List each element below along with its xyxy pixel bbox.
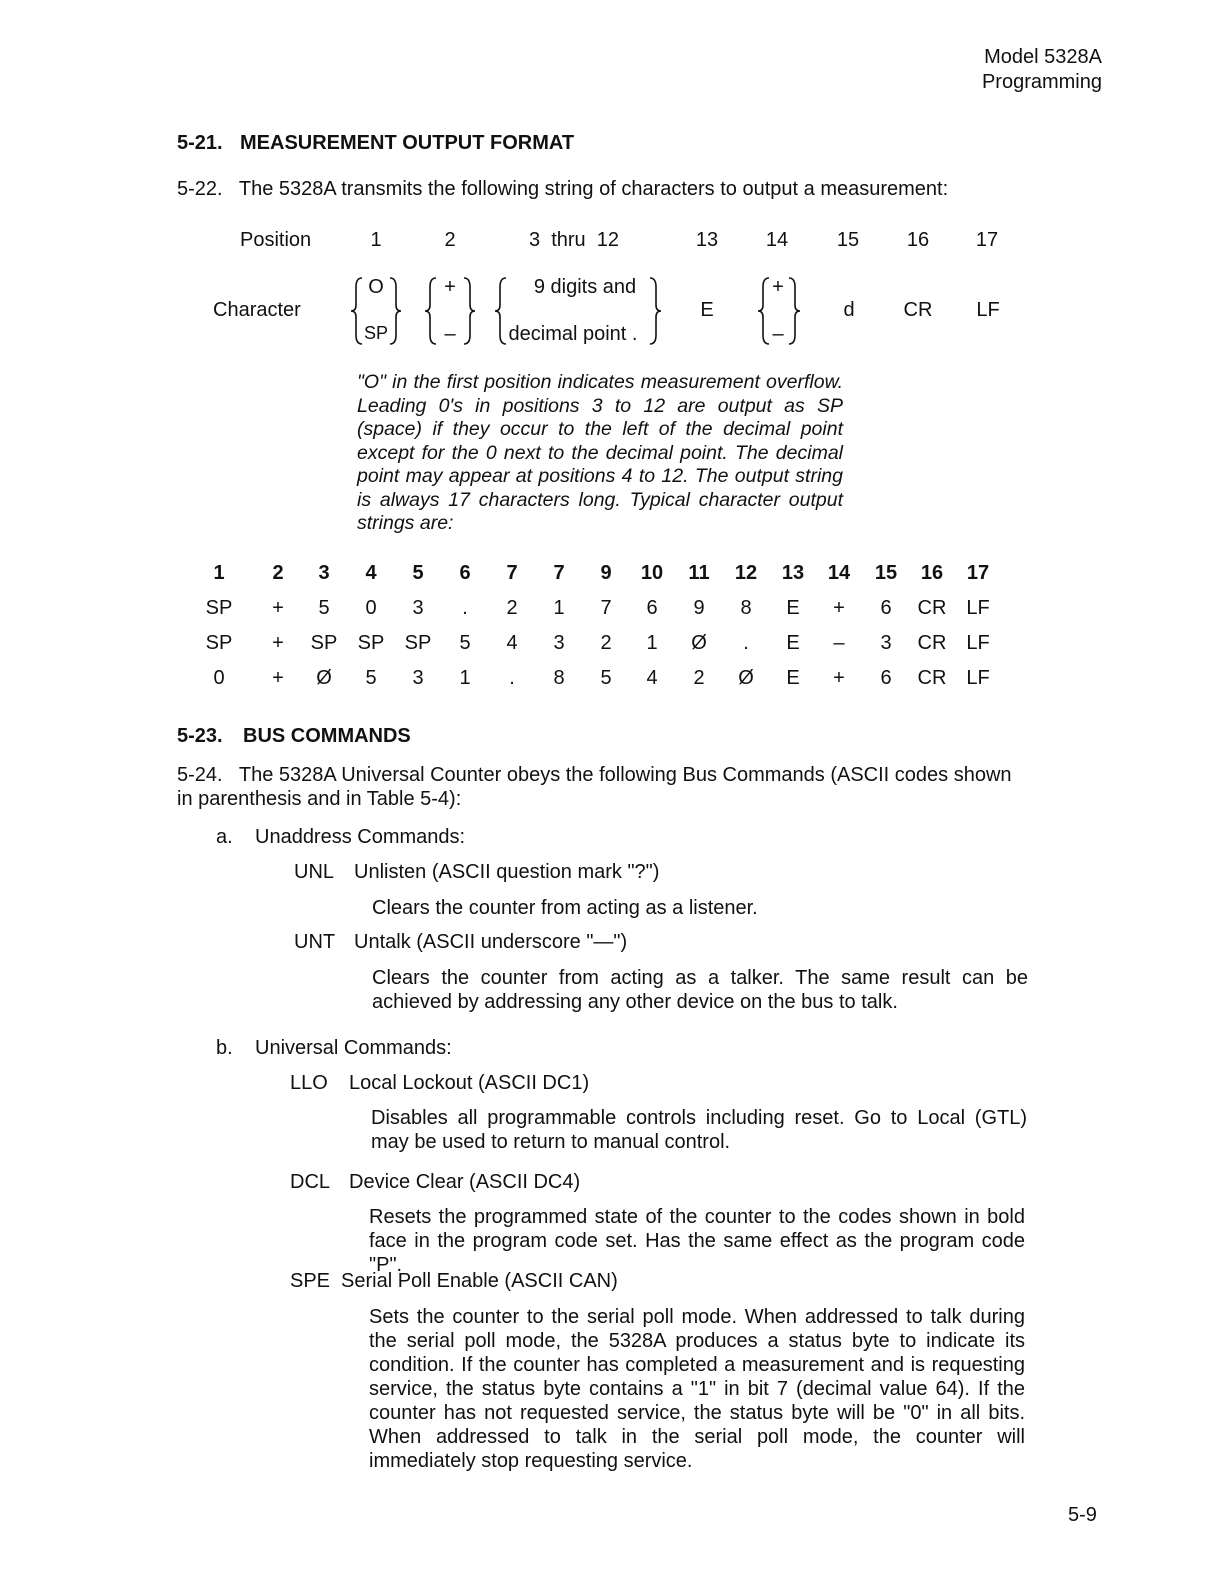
unt-name: Untalk (ASCII underscore "—") [354, 931, 628, 953]
example-table-cell: 9 [693, 597, 705, 619]
example-table-cell: . [462, 597, 468, 619]
example-table-cell: CR [917, 632, 947, 654]
example-table-cell: SP [205, 632, 233, 654]
section-5-22-text: 5-22. The 5328A transmits the following string of characters to output a measurement: [177, 178, 949, 200]
char-pos2-bottom: – [444, 323, 456, 345]
right-brace [388, 277, 402, 345]
example-table-cell: 3 [412, 667, 424, 689]
example-header-cell: 7 [553, 562, 565, 584]
position-row-label: Position [240, 229, 312, 251]
example-header-cell: 6 [459, 562, 471, 584]
example-header-cell: 10 [640, 562, 664, 584]
output-format-note: "O" in the first position indicates measurement overflow. Leading 0's in positions 3 to 12 are output as SP (space) if they occur to the left of the decimal point except for the 0 next to the decimal point. The decimal point may appear at positions 4 to 12. The output string is always 17 characters long. Typical character output strings are: [357, 371, 843, 534]
left-brace [757, 277, 771, 345]
char-pos16: CR [903, 299, 933, 321]
example-header-cell: 7 [506, 562, 518, 584]
character-row-label: Character [213, 299, 301, 321]
example-table-cell: LF [966, 667, 990, 689]
example-table-cell: + [272, 667, 284, 689]
example-table-cell: 2 [600, 632, 612, 654]
example-table-cell: . [743, 632, 749, 654]
position-14: 14 [765, 229, 789, 251]
right-brace [648, 277, 662, 345]
example-header-cell: 9 [600, 562, 612, 584]
char-pos17: LF [976, 299, 1000, 321]
list-label-a: a. [216, 826, 233, 848]
example-table-cell: 1 [553, 597, 565, 619]
example-table-cell: Ø [691, 632, 707, 654]
example-table-cell: SP [404, 632, 432, 654]
example-table-cell: 2 [693, 667, 705, 689]
char-pos1-top: O [368, 276, 384, 298]
char-pos14-top: + [772, 276, 784, 298]
example-table-cell: 5 [459, 632, 471, 654]
example-table-cell: 3 [412, 597, 424, 619]
position-1: 1 [370, 229, 382, 251]
example-table-cell: Ø [316, 667, 332, 689]
example-table-cell: 1 [459, 667, 471, 689]
char-pos15: d [843, 299, 855, 321]
example-table-cell: 8 [740, 597, 752, 619]
example-table-cell: 1 [646, 632, 658, 654]
example-header-cell: 14 [827, 562, 851, 584]
spe-code: SPE [290, 1270, 331, 1292]
right-brace [462, 277, 476, 345]
position-13: 13 [695, 229, 719, 251]
spe-name: Serial Poll Enable (ASCII CAN) [341, 1270, 618, 1292]
example-header-cell: 16 [920, 562, 944, 584]
example-header-cell: 12 [734, 562, 758, 584]
char-pos14-bottom: – [772, 323, 784, 345]
example-header-cell: 4 [365, 562, 377, 584]
section-5-21-number: 5-21. [177, 132, 223, 154]
position-17: 17 [975, 229, 999, 251]
example-table-cell: 5 [600, 667, 612, 689]
example-table-cell: 5 [365, 667, 377, 689]
right-brace [787, 277, 801, 345]
universal-title: Universal Commands: [255, 1037, 452, 1059]
example-table-cell: SP [205, 597, 233, 619]
example-header-cell: 15 [874, 562, 898, 584]
llo-code: LLO [290, 1072, 328, 1094]
unt-code: UNT [294, 931, 336, 953]
example-table-cell: 7 [600, 597, 612, 619]
example-header-cell: 2 [272, 562, 284, 584]
example-table-cell: 2 [506, 597, 518, 619]
example-table-cell: CR [917, 597, 947, 619]
dcl-description: Resets the programmed state of the counter to the codes shown in bold face in the program code set. Has the same effect as the program code "P". [369, 1206, 1025, 1276]
example-table-cell: 4 [506, 632, 518, 654]
section-5-21-title: MEASUREMENT OUTPUT FORMAT [240, 132, 575, 154]
example-table-cell: 6 [646, 597, 658, 619]
left-brace [494, 277, 508, 345]
example-header-cell: 3 [318, 562, 330, 584]
page-number: 5-9 [1068, 1504, 1097, 1526]
example-table-cell: LF [966, 632, 990, 654]
left-brace [424, 277, 438, 345]
char-pos1-bottom: SP [363, 323, 389, 343]
example-table-cell: E [786, 632, 800, 654]
example-table-cell: 4 [646, 667, 658, 689]
example-header-cell: 11 [688, 562, 710, 584]
example-table-cell: CR [917, 667, 947, 689]
example-table-cell: + [272, 632, 284, 654]
example-header-cell: 13 [781, 562, 805, 584]
header-section: Programming [981, 71, 1102, 93]
section-5-24-text: 5-24. The 5328A Universal Counter obeys the following Bus Commands (ASCII codes shown in parenthesis and in Table 5-4): [177, 764, 1018, 810]
unaddress-title: Unaddress Commands: [255, 826, 466, 848]
example-table-cell: – [833, 632, 845, 654]
spe-description: Sets the counter to the serial poll mode. When addressed to talk during the serial poll mode, the 5328A produces a status byte to indicate its condition. If the counter has completed a measurement and is requesting service, the status byte contains a "1" in bit 7 (decimal value 64). If the counter has not requested service, the status byte will be "0" in all bits. When addressed to talk in the serial poll mode, the counter will immediately stop requesting service. [369, 1306, 1025, 1472]
char-pos2-top: + [444, 276, 456, 298]
char-pos3-top: 9 digits and [533, 276, 637, 298]
example-table-cell: SP [357, 632, 385, 654]
llo-name: Local Lockout (ASCII DC1) [349, 1072, 590, 1094]
example-table-cell: E [786, 597, 800, 619]
example-table-cell: E [786, 667, 800, 689]
section-5-23-number: 5-23. [177, 725, 223, 747]
example-table-cell: 0 [365, 597, 377, 619]
position-16: 16 [906, 229, 930, 251]
position-2: 2 [444, 229, 456, 251]
example-table-cell: + [272, 597, 284, 619]
dcl-code: DCL [290, 1171, 331, 1193]
section-5-23-title: BUS COMMANDS [243, 725, 411, 747]
example-table-cell: 8 [553, 667, 565, 689]
unl-name: Unlisten (ASCII question mark "?") [354, 861, 660, 883]
example-table-cell: 6 [880, 667, 892, 689]
example-table-cell: Ø [738, 667, 754, 689]
llo-description: Disables all programmable controls including reset. Go to Local (GTL) may be used to return to manual control. [371, 1107, 1027, 1153]
example-table-cell: 6 [880, 597, 892, 619]
example-table-cell: LF [966, 597, 990, 619]
position-15: 15 [836, 229, 860, 251]
example-table-cell: 0 [213, 667, 225, 689]
unt-description: Clears the counter from acting as a talker. The same result can be achieved by addressing any other device on the bus to talk. [372, 967, 1028, 1013]
dcl-name: Device Clear (ASCII DC4) [349, 1171, 581, 1193]
example-table-cell: SP [310, 632, 338, 654]
example-header-cell: 17 [966, 562, 990, 584]
list-label-b: b. [216, 1037, 233, 1059]
example-header-cell: 5 [412, 562, 424, 584]
example-table-cell: + [833, 667, 845, 689]
example-header-cell: 1 [213, 562, 225, 584]
example-table-cell: . [509, 667, 515, 689]
char-pos3-bottom: decimal point . [508, 323, 638, 345]
header-model: Model 5328A [984, 46, 1102, 68]
example-table-cell: 5 [318, 597, 330, 619]
char-pos13: E [700, 299, 714, 321]
unl-code: UNL [294, 861, 335, 883]
example-table-cell: 3 [880, 632, 892, 654]
example-table-cell: + [833, 597, 845, 619]
unl-description: Clears the counter from acting as a listener. [372, 897, 758, 919]
example-table-cell: 3 [553, 632, 565, 654]
left-brace [350, 277, 364, 345]
position-3-12: 3 thru 12 [528, 229, 620, 251]
